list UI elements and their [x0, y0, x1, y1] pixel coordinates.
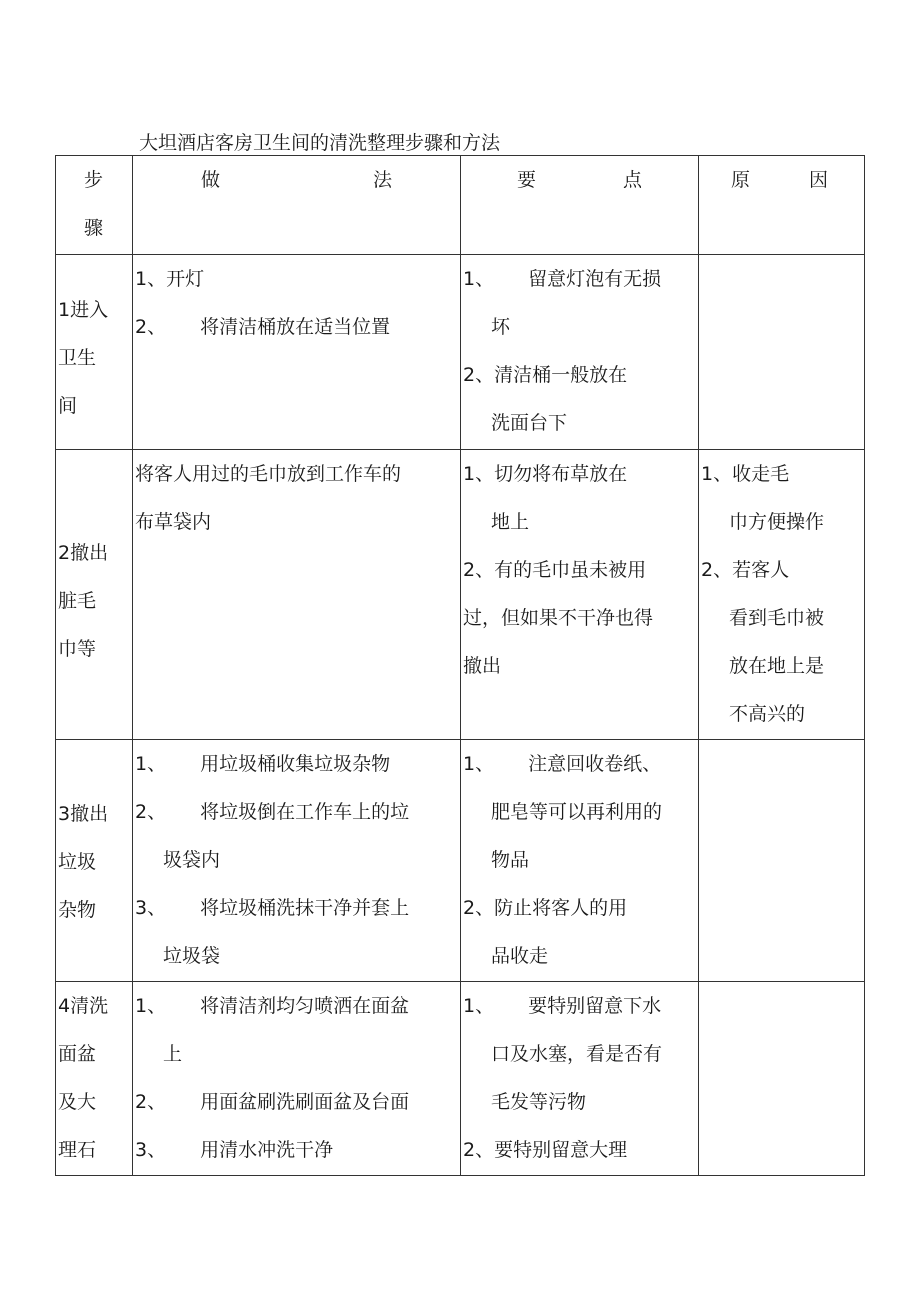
step-cell: 3撤出 垃圾 杂物 — [56, 740, 133, 982]
table-header-row — [56, 156, 865, 255]
step-cell: 2撤出 脏毛 巾等 — [56, 450, 133, 740]
step-cell: 1进入 卫生 间 — [56, 255, 133, 450]
header-reason: 原 因 — [699, 156, 865, 255]
header-step: 步 骤 — [56, 156, 133, 255]
method-cell: 1、开灯 2、 将清洁桶放在适当位置 — [133, 255, 461, 450]
table-row — [56, 982, 865, 1176]
method-cell: 1、 将清洁剂均匀喷洒在面盆 上 2、 用面盆刷洗刷面盆及台面 3、 用清水冲洗干净 — [133, 982, 461, 1176]
method-cell: 将客人用过的毛巾放到工作车的 布草袋内 — [133, 450, 461, 740]
table-row — [56, 740, 865, 982]
points-cell: 1、 注意回收卷纸、 肥皂等可以再利用的 物品 2、防止将客人的用 品收走 — [461, 740, 699, 982]
reason-cell — [699, 255, 865, 450]
points-cell: 1、 留意灯泡有无损 坏 2、清洁桶一般放在 洗面台下 — [461, 255, 699, 450]
reason-cell — [699, 740, 865, 982]
table-row — [56, 255, 865, 450]
cleaning-steps-table — [55, 155, 865, 1176]
step-cell: 4清洗 面盆 及大 理石 — [56, 982, 133, 1176]
document-title: 大坦酒店客房卫生间的清洗整理步骤和方法 — [139, 132, 501, 154]
header-points: 要 点 — [461, 156, 699, 255]
points-cell: 1、 要特别留意下水 口及水塞，看是否有 毛发等污物 2、要特别留意大理 — [461, 982, 699, 1176]
header-method: 做 法 — [133, 156, 461, 255]
method-cell: 1、 用垃圾桶收集垃圾杂物 2、 将垃圾倒在工作车上的垃 圾袋内 3、 将垃圾桶洗抹干净并套上 垃圾袋 — [133, 740, 461, 982]
table-row — [56, 450, 865, 740]
reason-cell: 1、收走毛 巾方便操作 2、若客人 看到毛巾被 放在地上是 不高兴的 — [699, 450, 865, 740]
points-cell: 1、切勿将布草放在 地上 2、有的毛巾虽未被用 过，但如果不干净也得 撤出 — [461, 450, 699, 740]
reason-cell — [699, 982, 865, 1176]
